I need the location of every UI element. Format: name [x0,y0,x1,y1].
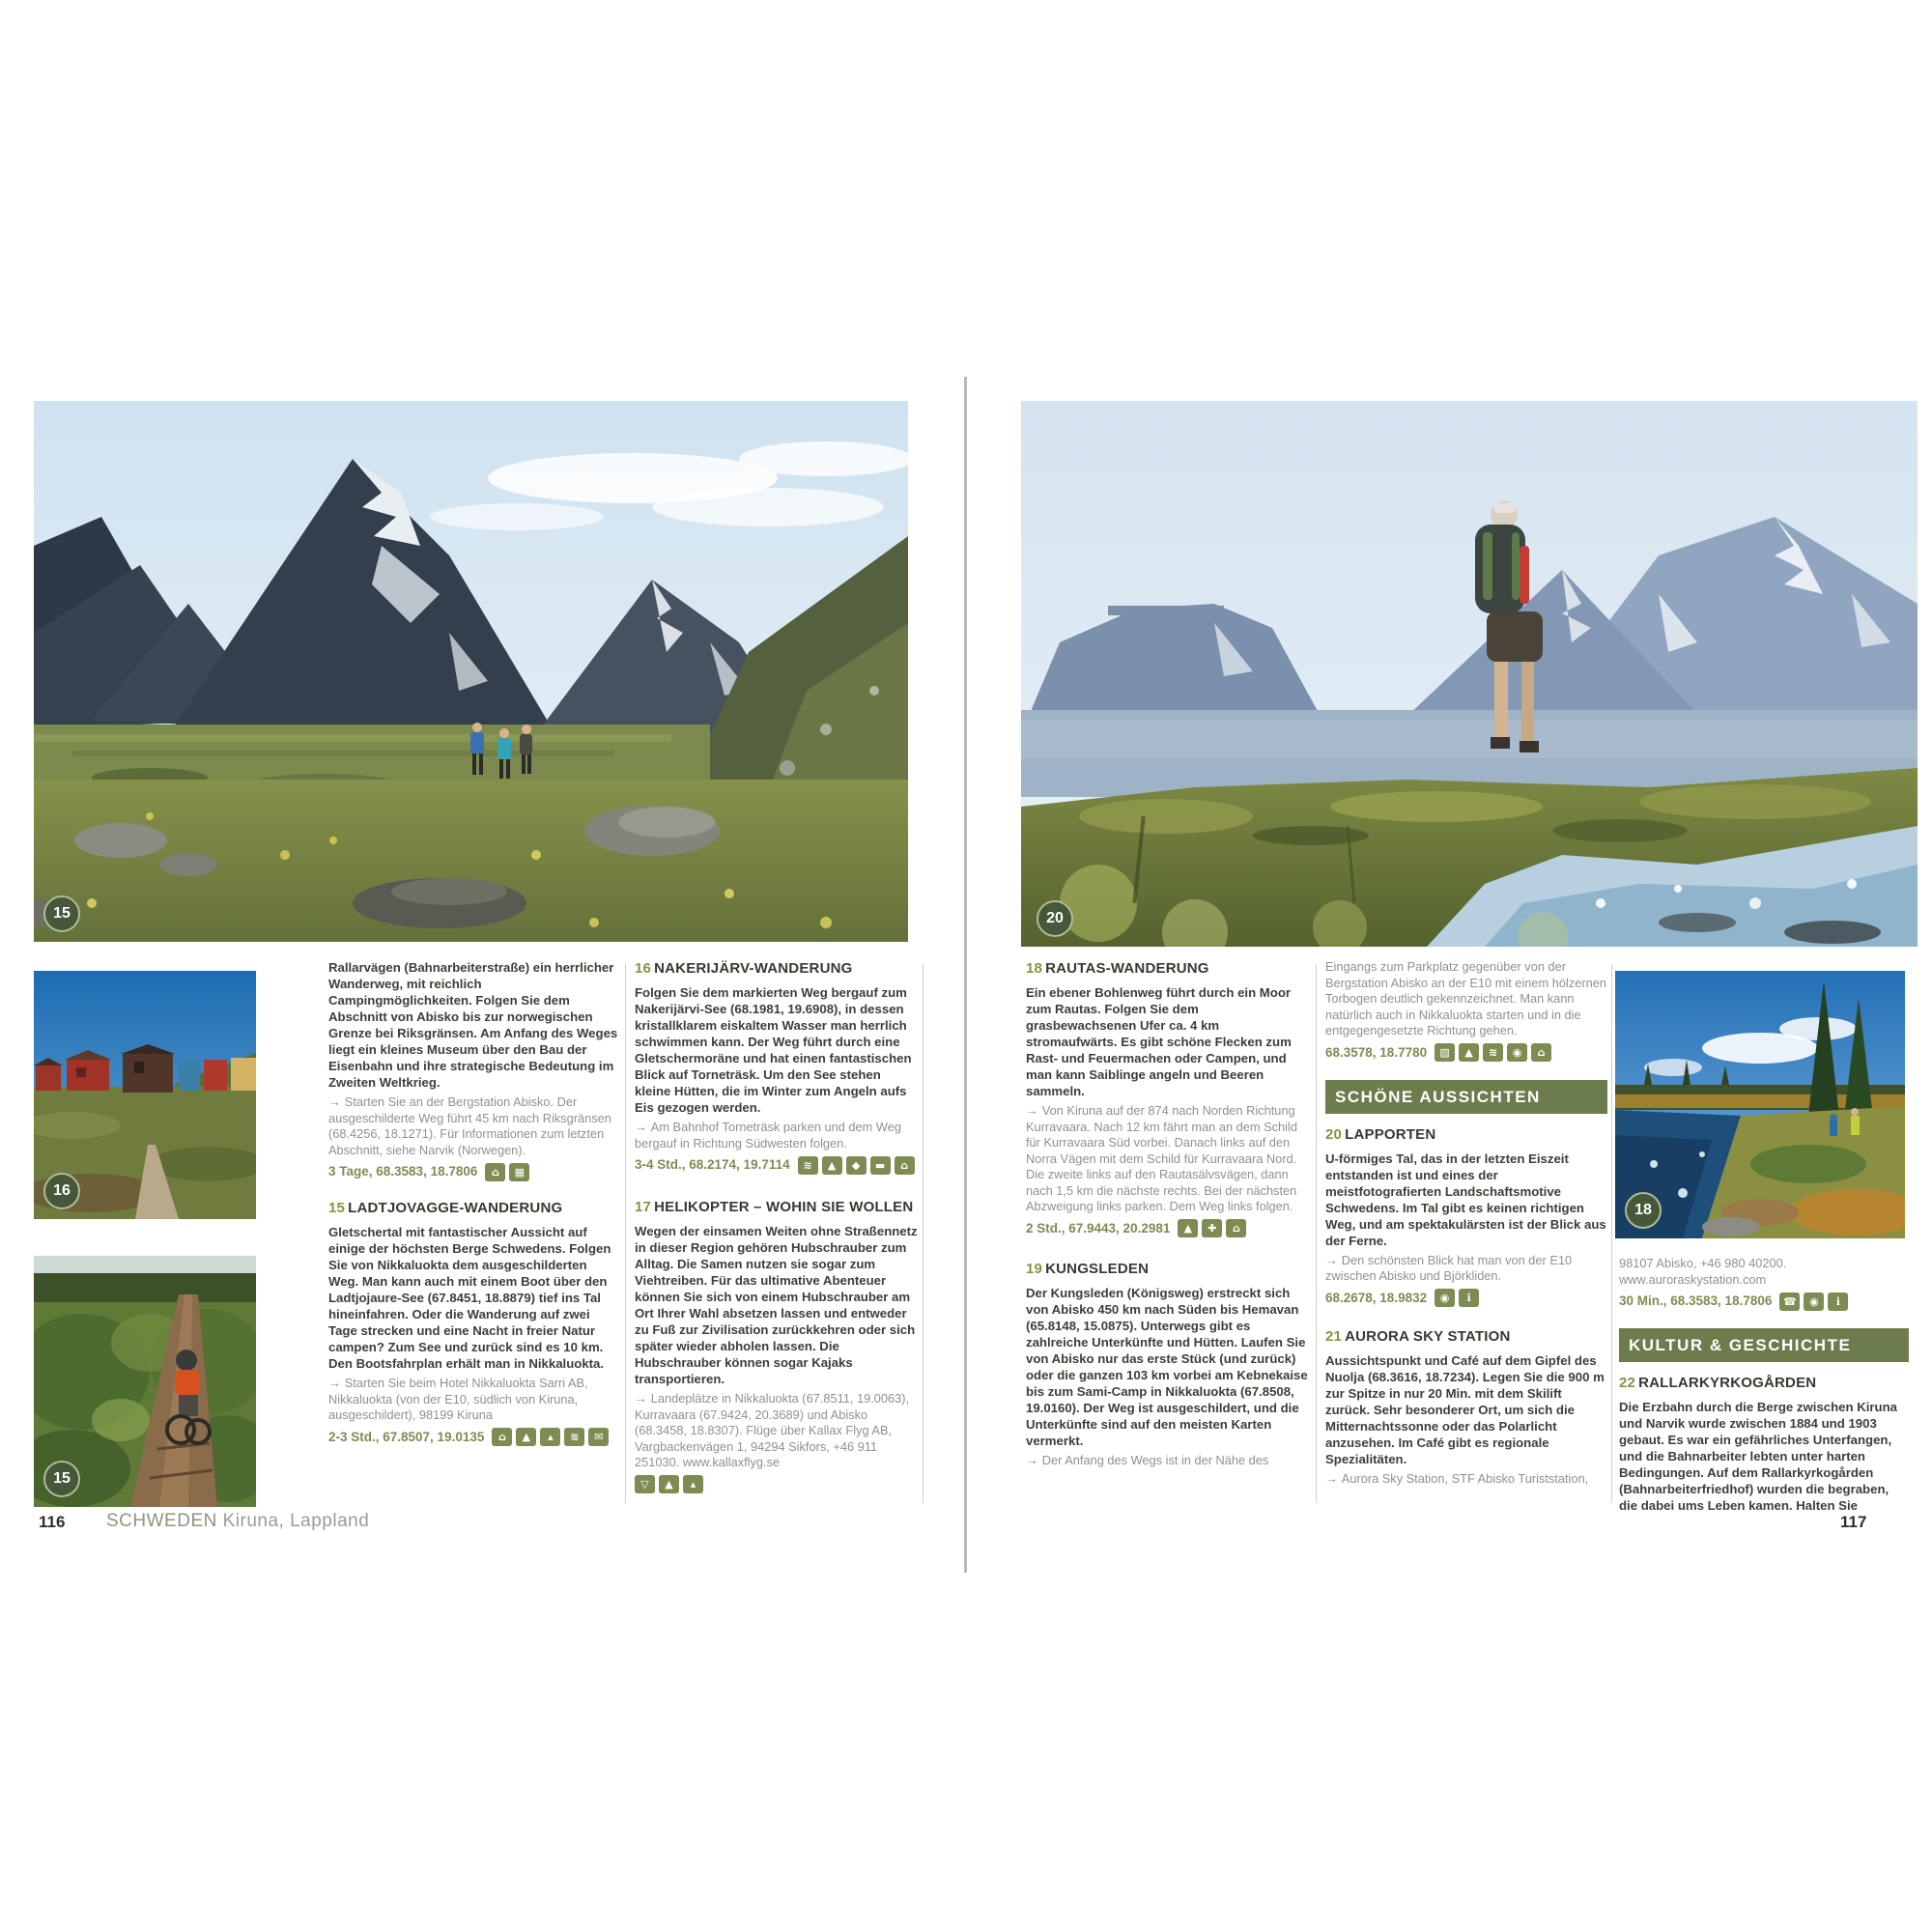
entry-heading: 17 HELIKOPTER – WOHIN SIE WOLLEN [635,1199,914,1215]
arrow-icon: → [328,1376,341,1390]
camera-icon: ◉ [1507,1043,1527,1062]
section-header-schoene-aussichten: SCHÖNE AUSSICHTEN [1325,1080,1607,1114]
photo-badge: 15 [43,895,80,932]
right-column-1 [1026,959,1312,1486]
tent-icon: ▲ [1178,1219,1198,1237]
entry-tip: → Von Kiruna auf der 874 nach Norden Richtung Kurravaara. Nach 12 km fährt man an dem Schild für Kurravaara Süd vorbei. Danach links auf den Norra Vägen mit dem Schild für Kurravaara Nord. Die zweite links auf den Rautasälvsvägen, dann nach 1,5 km die nächste rechts. Bei der nächsten Abzweigung links parken. Dem Weg links folgen. [1026,1103,1297,1213]
arrow-icon: → [1325,1252,1338,1267]
left-column-2 [635,959,920,1511]
entry-meta: 3-4 Std., 68.2174, 19.7114 ≋ ▲ ◆ ▬ ⌂ [635,1155,920,1175]
right-column-3 [1619,1256,1909,1531]
swim-icon: ≋ [798,1156,818,1175]
entry-helikopter [635,1198,920,1493]
entry-meta: 3 Tage, 68.3583, 18.7806 ⌂ ▦ [328,1162,618,1181]
entry-rautas [1026,959,1312,1238]
entry-meta: 68.2678, 18.9832 ◉ ℹ [1325,1289,1607,1308]
entry-body: Ein ebener Bohlenweg führt durch ein Moor zum Rautas. Folgen Sie dem grasbewachsenen Ufer ca. 4 km stromaufwärts. Es gibt schöne Flecken zum Rast- und Feuermachen oder Campen, und man kann Saiblinge angeln und Beeren sammeln. [1026,985,1292,1098]
train-icon: ▦ [509,1163,529,1181]
entry-continuation: 98107 Abisko, +46 980 40200. www.auroraskystation.com [1619,1256,1787,1287]
entry-tip: → Den schönsten Blick hat man von der E10 zwischen Abisko und Björkliden. [1325,1252,1573,1283]
entry-tip: → Starten Sie beim Hotel Nikkaluokta Sarri AB, Nikkaluokta (von der E10, südlich von Kiruna, ausgeschildert), 98199 Kiruna [328,1376,588,1422]
tent-icon: ▲ [659,1475,679,1493]
boat-icon: ≋ [564,1428,584,1446]
page-number-right: 117 [1840,1513,1867,1531]
entry-meta: 68.3578, 18.7780 ▨ ▲ ≋ ◉ ⌂ [1325,1043,1607,1063]
hero-photo-lapporten-hiker [1021,401,1918,947]
entry-lapporten [1325,1125,1607,1308]
entry-heading: 19 KUNGSLEDEN [1026,1260,1150,1277]
entry-body: Aussichtspunkt und Café auf dem Gipfel des Nuolja (68.3616, 18.7234). Legen Sie die 900 m zur Spitze in nur 20 Min. mit dem Skilift zurück. Sehr besonderer Ort, um sich die Mitternachtssonne oder das Polarlicht anzusehen. Im Café gibt es regionale Spezialitäten. [1325,1352,1605,1466]
arrow-icon: → [328,1094,341,1109]
mountain-icon: ▴ [683,1475,703,1493]
photo-badge: 20 [1037,900,1073,937]
info-icon: ℹ [1459,1289,1479,1307]
footer-region: Kiruna, Lappland [222,1511,370,1531]
entry-meta [635,1475,920,1493]
photo-badge: 15 [43,1461,80,1497]
entry-body: Gletschertal mit fantastischer Aussicht auf einige der höchsten Berge Schwedens. Folgen Sie von Nikkaluokta dem ausgeschilderten Weg. Man kann auch mit einem Boot über den Ladtjojaure-See (67.8451, 18.8879) tief ins Tal hineinfahren. Oder die Wanderung auf zwei Tage strecken und eine Nacht in freier Natur campen? Zum See und zurück sind es 10 km. Den Bootsfahrplan erhält man in Nikkaluokta. [328,1225,611,1371]
camera-icon: ◉ [1435,1289,1455,1307]
ski-icon: ▨ [1435,1043,1455,1062]
arrow-icon: → [635,1120,647,1134]
entry-body: Der Kungsleden (Königsweg) erstreckt sich von Abisko 450 km nach Süden bis Hemavan (65.8148, 15.0875). Unterwegs gibt es zahlreiche Unterkünfte und Hütten. Laufen Sie von Abisko nur das erste Stück (und zurück) oder die ganzen 103 km vorbei am Kebnekaise bis zum Sami-Camp in Nikkaluokta (67.8508, 19.0160). Der Weg ist ausgeschildert, und die Unterkünfte sind auf den meisten Karten vermerkt. [1026,1285,1308,1448]
arrow-icon: → [1325,1470,1338,1486]
photo-badge: 18 [1625,1192,1662,1229]
arrow-icon: → [1026,1452,1038,1467]
entry-tip: → Landeplätze in Nikkaluokta (67.8511, 19.0063), Kurravaara (67.9424, 20.3689) und Abisko (68.3458, 18.8307). Flüge über Kallax Flyg AB, Vargbackenvägen 1, 94294 Sikfors, +46 911 251030. www.kallaxflyg.se [635,1391,910,1469]
entry-rallarkyrkogarden [1619,1374,1909,1514]
column-rule [1611,964,1612,1503]
entry-continuation: Eingangs zum Parkplatz gegenüber von der Bergstation Abisko an der E10 mit einem hölzernen Torbogen deutlich gekennzeichnet. Man kann natürlich auch in Nikkaluokta starten und in die entgegengesetzte Richtung gehen. [1325,959,1606,1037]
arrow-icon: → [1026,1103,1038,1118]
hikers-figures [470,723,532,779]
hut-icon: ⌂ [895,1156,915,1175]
hero-lapporten-illustration [1021,401,1918,947]
entry-heading: 22 RALLARKYRKOGÅRDEN [1619,1375,1817,1391]
tent-icon: ▲ [1459,1043,1479,1062]
mountain-icon: ▴ [540,1428,560,1446]
entry-aurora-sky-station [1325,1327,1607,1488]
right-column-2 [1325,959,1607,1504]
helicopter-icon: ▽ [635,1475,655,1493]
entry-kungsleden [1026,1260,1312,1469]
mail-icon: ✉ [588,1428,609,1446]
hero-photo-valley-hikers [34,401,908,942]
hut-icon: ⌂ [1531,1043,1551,1062]
section-header-kultur-geschichte: KULTUR & GESCHICHTE [1619,1328,1909,1362]
camera-icon: ◉ [1804,1293,1824,1311]
thumb-photo-boardwalk-child [34,1256,256,1507]
hero-valley-illustration [34,401,908,942]
hut-icon: ⌂ [492,1428,512,1446]
entry-tip: → Starten Sie an der Bergstation Abisko. Der ausgeschilderte Weg führt 45 km nach Riksgränsen (68.4256, 18.1271). Für Informationen zum letzten Abschnitt, siehe Narvik (Norwegen). [328,1094,611,1157]
tent-icon: ▲ [822,1156,842,1175]
tent-icon: ▲ [516,1428,536,1446]
page-number-left: 116 [39,1513,66,1531]
thumb-photo-red-huts [34,971,256,1219]
entry-meta: 2-3 Std., 67.8507, 19.0135 ⌂ ▲ ▴ ≋ ✉ [328,1428,618,1447]
entry-heading: 18 RAUTAS-WANDERUNG [1026,960,1209,977]
entry-rallarvagen [328,959,618,1181]
info-icon: ℹ [1828,1293,1848,1311]
entry-tip: → Aurora Sky Station, STF Abisko Turiststation, [1325,1470,1589,1486]
left-column-1 [328,959,618,1464]
page-gutter-divider [964,377,967,1573]
kayak-icon: ▬ [870,1156,891,1175]
footer-running-head [106,1511,369,1532]
entry-tip: → Am Bahnhof Torneträsk parken und dem Weg bergauf in Richtung Südwesten folgen. [635,1120,901,1151]
entry-ladtjovagge [328,1199,618,1447]
entry-body: Rallarvägen (Bahnarbeiterstraße) ein herrlicher Wanderweg, mit reichlich Campingmöglichkeiten. Folgen Sie dem Abschnitt von Abisko bis zur norwegischen Grenze bei Riksgränsen. Am Anfang des Weges liegt ein kleines Museum über den Bau der Eisenbahn und ihre strategische Bedeutung im Zweiten Weltkrieg. [328,960,618,1090]
arrow-icon: → [635,1391,647,1406]
entry-heading: 15 LADTJOVAGGE-WANDERUNG [328,1200,563,1216]
entry-heading: 20 LAPPORTEN [1325,1125,1436,1143]
photo-badge: 16 [43,1173,80,1209]
column-rule [1316,964,1317,1503]
entry-heading: 16 NAKERIJÄRV-WANDERUNG [635,960,853,977]
column-rule [625,964,626,1503]
entry-meta: 30 Min., 68.3583, 18.7806 ☎ ◉ ℹ [1619,1292,1909,1311]
thumb-photo-river-autumn [1615,971,1905,1238]
footer-country: SCHWEDEN [106,1511,217,1531]
entry-nakerijarv [635,959,920,1175]
entry-body: Folgen Sie dem markierten Weg bergauf zum Nakerijärvi-See (68.1981, 19.6908), in dessen kristallklarem eiskaltem Wasser man herrlich schwimmen kann. Der Weg führt durch eine Gletschermoräne und hat einen fantastischen Blick auf Torneträsk. Um den See stehen kleine Hütten, die im Winter zum Angeln aufs Eis gezogen werden. [635,985,912,1115]
entry-body: Wegen der einsamen Weiten ohne Straßennetz in dieser Region gehören Hubschrauber zum Alltag. Die Samen nutzen sie sogar zum Viehtreiben. Für das ultimative Abenteuer können Sie sich von einem Hubschrauber am Ort Ihrer Wahl absetzen lassen und entweder zu Fuß zur Zivilisation zurückkehren oder sich später wieder abholen lassen. Die Hubschrauber können sogar Kajaks transportieren. [635,1224,918,1386]
boat-icon: ◆ [846,1156,867,1175]
entry-aurora-continued [1619,1256,1909,1311]
hut-icon: ⌂ [1226,1219,1246,1237]
entry-heading: 21 AURORA SKY STATION [1325,1327,1511,1345]
hut-icon: ⌂ [485,1163,505,1181]
entry-body: Die Erzbahn durch die Berge zwischen Kiruna und Narvik wurde zwischen 1884 und 1903 gebaut. Es war ein gefährliches Unterfangen, und die Bahnarbeiter lebten unter harten Bedingungen. Auf dem Rallarkyrkogården (Bahnarbeiterfriedhof) wurden die begraben, die dabei ums Leben kamen. Halten Sie [1619,1400,1897,1513]
entry-tip: → Der Anfang des Wegs ist in der Nähe des [1026,1452,1269,1467]
entry-meta: 2 Std., 67.9443, 20.2981 ▲ ✚ ⌂ [1026,1219,1312,1238]
boat-icon: ≋ [1483,1043,1503,1062]
fishing-icon: ✚ [1202,1219,1222,1237]
entry-body: U-förmiges Tal, das in der letzten Eiszeit entstanden ist und eines der meistfotografierten Landschaftsmotive Schwedens. Im Tal gibt es keinen richtigen Weg, und am spektakulärsten ist der Blick aus der Ferne. [1325,1151,1606,1248]
phone-icon: ☎ [1779,1293,1800,1311]
entry-kungsleden-continued [1325,959,1607,1063]
